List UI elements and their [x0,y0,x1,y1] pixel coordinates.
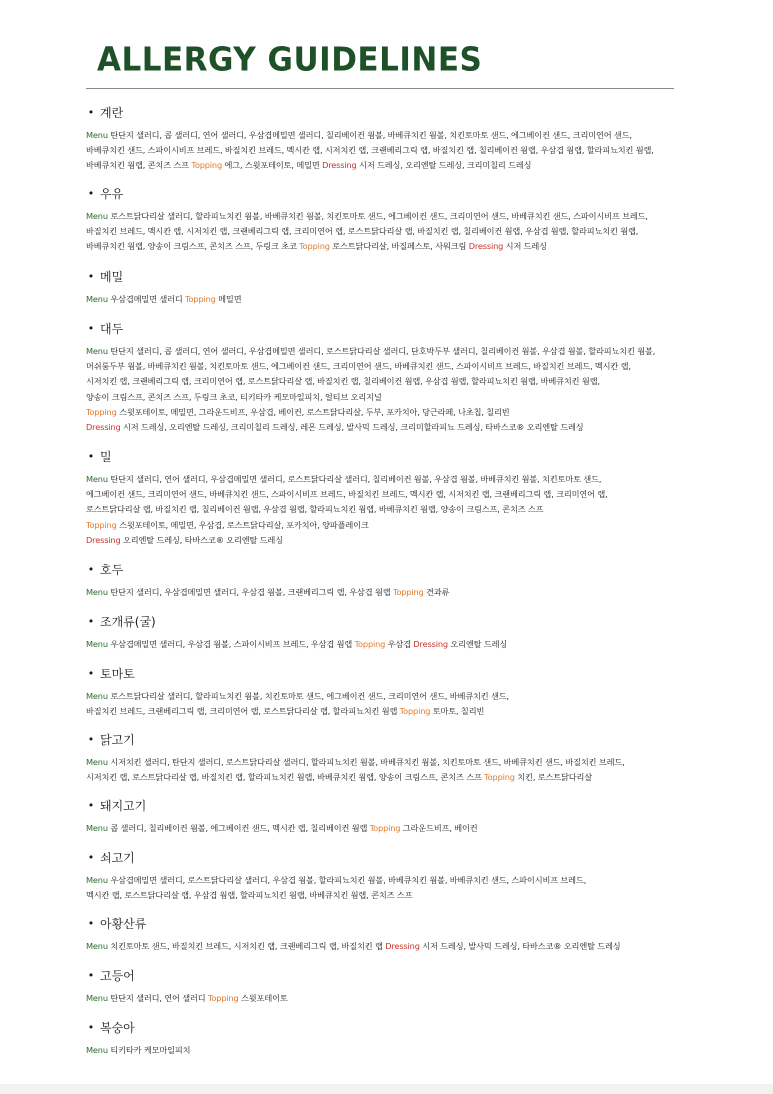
item-text: 바베큐치킨 웜랩, 양송이 크림스프, 콘치즈 스프, 두링크 초코 [86,241,300,252]
item-text: 티키타카 케모마일피치 [107,1045,191,1055]
item-text: 로스트닭다리살 샐러디, 할라피뇨치킨 웜볼, 바베큐치킨 웜볼, 치킨토마토 샌드, 에그베이컨 샌드, 크리미연어 샌드, 바베큐치킨 샌드, 스파이시비프 브레드, [107,211,648,221]
item-text: 스윗포테이토, 메밀면, 우삼겹, 로스트닭다리살, 포카치아, 양파플레이크 [116,519,369,530]
item-text: 탄단지 샐러디, 연어 샐러디, 우삼겹메밀면 샐러디, 로스트닭다리살 샐러디, 칠리베이컨 웜볼, 우삼겹 웜볼, 바베큐치킨 웜볼, 치킨토마토 샌드, [107,474,602,484]
item-text: 우삼겹 [385,639,414,649]
menu-label: Menu [86,130,108,140]
allergen-items [86,939,726,954]
item-text: 바질치킨 브레드, 크랜베리그릭 랩, 크리미연어 랩, 로스트닭다리살 랩, 할라피뇨치킨 웜랩 [86,706,400,717]
menu-label: Menu [86,211,108,221]
item-text: 탄단지 샐러디, 콥 샐러디, 연어 샐러디, 우삼겹메밀면 샐러디, 로스트닭다리살 샐러디, 단호박두부 샐러디, 칠리베이컨 웜볼, 우삼겹 웜볼, 할라피뇨치킨 웜볼, [107,346,656,356]
item-line [86,344,726,359]
bullet-icon: • [87,615,95,628]
item-text: 탄단지 샐러디, 연어 샐러디 [107,993,208,1003]
allergen-name: 복숭아 [100,1021,135,1035]
allergen-section [86,665,726,719]
item-text: 탄단지 샐러디, 우삼겹메밀면 샐러디, 우삼겹 웜볼, 크랜베리그릭 랩, 우삼겹 웜랩 [107,587,393,597]
allergen-name: 메밀 [100,270,124,284]
topping-label: Topping [484,772,515,783]
menu-label: Menu [86,823,108,833]
item-line [86,224,726,239]
allergen-items [86,873,726,903]
allergen-heading [86,1019,726,1037]
allergen-section [86,448,726,548]
item-text: 바베큐치킨 웜랩, 콘치즈 스프 [86,160,192,171]
topping-label: Topping [207,993,239,1003]
allergen-section [86,967,726,1006]
allergen-heading [86,448,726,466]
dressing-label: Dressing [468,241,504,252]
allergen-heading [86,613,726,631]
item-line [86,821,726,836]
allergen-name: 토마토 [100,667,135,681]
item-line [86,755,726,770]
item-text: 양송이 크림스프, 콘치즈 스프, 두링크 초코, 티키타카 케모마일피치, 얼티브 오리지널 [86,391,382,402]
item-line [86,873,726,888]
bullet-icon: • [87,563,95,576]
item-line [86,487,726,502]
menu-label: Menu [86,294,108,304]
allergen-heading [86,185,726,203]
allergen-heading [86,849,726,867]
dressing-label: Dressing [322,160,357,171]
menu-label: Menu [86,346,108,356]
item-text: 그라운드비프, 베이컨 [400,823,478,833]
topping-label: Topping [299,241,330,252]
allergen-section [86,731,726,785]
allergen-heading [86,731,726,749]
dressing-label: Dressing [385,941,420,951]
page-title: ALLERGY GUIDELINES [97,41,483,79]
item-text: 견과류 [423,587,450,597]
topping-label: Topping [185,294,216,304]
bullet-icon: • [87,969,95,982]
item-text: 치킨, 로스트닭다리살 [514,772,593,783]
dressing-label: Dressing [86,534,121,545]
item-text: 우삼겹메밀면 샐러디, 로스트닭다리살 샐러디, 우삼겹 웜볼, 할라피뇨치킨 웜볼, 바베큐치킨 웜볼, 바베큐치킨 샌드, 스파이시비프 브레드, [107,875,587,885]
bullet-icon: • [87,322,95,335]
bullet-icon: • [87,1021,95,1034]
item-line [86,209,726,224]
topping-label: Topping [399,706,431,717]
allergen-name: 밀 [100,450,112,464]
item-text: 시저치킨 랩, 크랜베리그릭 랩, 크리미연어 랩, 로스트닭다리살 랩, 바질치킨 랩, 칠리베이컨 웜랩, 우삼겹 웜랩, 할라피뇨치킨 웜랩, 바베큐치킨 웜랩, [86,376,600,387]
allergen-items [86,292,726,307]
item-line [86,472,726,487]
item-text: 스윗포테이토, 메밀면, 그라운드비프, 우삼겹, 베이컨, 로스트닭다리살, 두부, 포카치아, 당근라페, 나초칩, 칠리빈 [116,406,510,417]
item-line [86,390,726,405]
item-line [86,518,726,533]
allergen-heading [86,320,726,338]
item-line [86,689,726,704]
allergen-heading [86,967,726,985]
item-text: 에그베이컨 샌드, 크리미연어 샌드, 바베큐치킨 샌드, 스파이시비프 브레드, 바질치킨 브레드, 멕시칸 랩, 시저치킨 랩, 크랜베리그릭 랩, 크리미연어 랩, [86,489,608,500]
allergen-section [86,849,726,903]
item-line [86,359,726,374]
item-line [86,939,726,954]
item-text: 로스트닭다리살, 바질페스토, 사워크림 [329,241,469,252]
item-line [86,502,726,517]
item-line [86,420,726,435]
allergen-section [86,320,726,435]
item-text: 스윗포테이토 [238,993,288,1003]
item-text: 멕시칸 랩, 로스트닭다리살 랩, 우삼겹 웜랩, 할라피뇨치킨 웜랩, 바베큐치킨 웜랩, 콘치즈 스프 [86,890,413,901]
topping-label: Topping [369,823,401,833]
item-text: 콥 샐러디, 칠리베이컨 웜볼, 에그베이컨 샌드, 멕시칸 랩, 칠리베이컨 웜랩 [107,823,370,833]
allergen-name: 계란 [100,106,124,120]
bullet-icon: • [87,667,95,680]
allergen-name: 아황산류 [100,917,147,931]
item-line [86,239,726,254]
bullet-icon: • [87,799,95,812]
menu-label: Menu [86,639,108,649]
item-text: 탄단지 샐러디, 콥 샐러디, 연어 샐러디, 우삼겹메밀면 샐러디, 칠리베이컨 웜볼, 바베큐치킨 웜볼, 치킨토마토 샌드, 에그베이컨 샌드, 크리미연어 샌드, [107,130,632,140]
allergen-section [86,915,726,954]
item-line [86,888,726,903]
topping-label: Topping [392,587,424,597]
allergen-section [86,797,726,836]
allergen-name: 닭고기 [100,733,135,747]
allergen-items [86,585,726,600]
allergen-items [86,637,726,652]
item-line [86,143,726,158]
allergen-heading [86,268,726,286]
item-text: 에그, 스윗포테이토, 메밀면 [222,160,323,171]
item-text: 메밀면 [215,294,242,304]
allergen-name: 호두 [100,563,124,577]
bullet-icon: • [87,270,95,283]
item-text: 로스트닭다리살 랩, 바질치킨 랩, 칠리베이컨 웜랩, 우삼겹 웜랩, 할라피뇨치킨 웜랩, 바베큐치킨 웜랩, 양송이 크림스프, 콘치즈 스프 [86,504,544,515]
item-text: 우삼겹메밀면 샐러디 [107,294,186,304]
menu-label: Menu [86,587,108,597]
menu-label: Menu [86,691,108,701]
title-divider [86,88,674,89]
allergen-section [86,104,726,174]
item-text: 토마토, 칠리빈 [430,706,485,717]
bullet-icon: • [87,917,95,930]
allergen-items [86,344,726,435]
item-line [86,128,726,143]
menu-label: Menu [86,474,108,484]
allergen-section [86,1019,726,1058]
dressing-label: Dressing [413,639,448,649]
allergen-name: 조개류(굴) [100,615,156,629]
item-line [86,533,726,548]
allergen-name: 돼지고기 [100,799,147,813]
item-line [86,637,726,652]
allergen-heading [86,797,726,815]
item-line [86,770,726,785]
allergen-heading [86,915,726,933]
allergen-name: 우유 [100,187,124,201]
allergen-name: 고등어 [100,969,135,983]
item-text: 오리엔탈 드레싱, 타바스코® 오리엔탈 드레싱 [120,534,283,545]
allergen-name: 대두 [100,322,124,336]
allergen-items [86,128,726,174]
allergen-items [86,472,726,548]
item-text: 시저치킨 샐러디, 탄단지 샐러디, 로스트닭다리살 샐러디, 할라피뇨치킨 웜볼, 바베큐치킨 웜볼, 치킨토마토 샌드, 바베큐치킨 샌드, 바질치킨 브레드, [107,757,625,767]
item-text: 오리엔탈 드레싱 [447,639,508,649]
bullet-icon: • [87,106,95,119]
allergen-heading [86,104,726,122]
allergen-heading [86,665,726,683]
menu-label: Menu [86,941,108,951]
item-text: 우삼겹메밀면 샐러디, 우삼겹 웜볼, 스파이시비프 브레드, 우삼겹 웜랩 [107,639,355,649]
allergen-section [86,561,726,600]
item-text: 시저치킨 랩, 로스트닭다리살 랩, 바질치킨 랩, 할라피뇨치킨 웜랩, 바베큐치킨 웜랩, 양송이 크림스프, 콘치즈 스프 [86,772,485,783]
allergen-section [86,613,726,652]
menu-label: Menu [86,1045,108,1055]
bullet-icon: • [87,450,95,463]
topping-label: Topping [191,160,222,171]
allergen-section [86,268,726,307]
topping-label: Topping [354,639,386,649]
item-text: 바질치킨 브레드, 멕시칸 랩, 시저치킨 랩, 크랜베리그릭 랩, 크리미연어 랩, 로스트닭다리살 랩, 바질치킨 랩, 칠리베이컨 웜랩, 우삼겹 웜랩, 할라피뇨치킨 웜랩, [86,226,639,237]
item-line [86,991,726,1006]
item-line [86,704,726,719]
item-line [86,374,726,389]
menu-label: Menu [86,757,108,767]
allergen-items [86,755,726,785]
item-line [86,292,726,307]
allergen-items [86,821,726,836]
allergen-items [86,991,726,1006]
topping-label: Topping [86,406,117,417]
item-text: 바베큐치킨 샌드, 스파이시비프 브레드, 바질치킨 브레드, 멕시칸 랩, 시저치킨 랩, 크랜베리그릭 랩, 바질치킨 랩, 칠리베이컨 웜랩, 우삼겹 웜랩, 할라피뇨치킨 웜랩, [86,145,654,156]
item-text: 시저 드레싱 [503,241,547,252]
item-text: 시저 드레싱, 오리엔탈 드레싱, 크리미칠리 드레싱 [356,160,532,171]
allergen-items [86,209,726,255]
item-text: 시저 드레싱, 오리엔탈 드레싱, 크리미칠리 드레싱, 레몬 드레싱, 발사믹 드레싱, 크리미할라피뇨 드레싱, 타바스코® 오리엔탈 드레싱 [120,422,584,433]
allergen-name: 쇠고기 [100,851,135,865]
topping-label: Topping [86,519,117,530]
menu-label: Menu [86,993,108,1003]
menu-label: Menu [86,875,108,885]
bullet-icon: • [87,187,95,200]
item-line [86,158,726,173]
page-bottom-edge [0,1084,773,1094]
item-text: 시저 드레싱, 발사믹 드레싱, 타바스코® 오리엔탈 드레싱 [419,941,621,951]
dressing-label: Dressing [86,422,121,433]
item-text: 로스트닭다리살 샐러디, 할라피뇨치킨 웜볼, 치킨토마토 샌드, 에그베이컨 샌드, 크리미연어 샌드, 바베큐치킨 샌드, [107,691,509,701]
item-line [86,1043,726,1058]
allergen-heading [86,561,726,579]
allergen-items [86,1043,726,1058]
item-text: 머쉬룸두부 웜볼, 바베큐치킨 웜볼, 치킨토마토 샌드, 에그베이컨 샌드, 크리미연어 샌드, 바베큐치킨 샌드, 스파이시비프 브레드, 바질치킨 브레드, 멕시칸 랩, [86,361,631,372]
item-line [86,405,726,420]
item-text: 치킨토마토 샌드, 바질치킨 브레드, 시저치킨 랩, 크랜베리그릭 랩, 바질치킨 랩 [107,941,386,951]
allergen-section [86,185,726,255]
item-line [86,585,726,600]
bullet-icon: • [87,733,95,746]
allergen-items [86,689,726,719]
bullet-icon: • [87,851,95,864]
